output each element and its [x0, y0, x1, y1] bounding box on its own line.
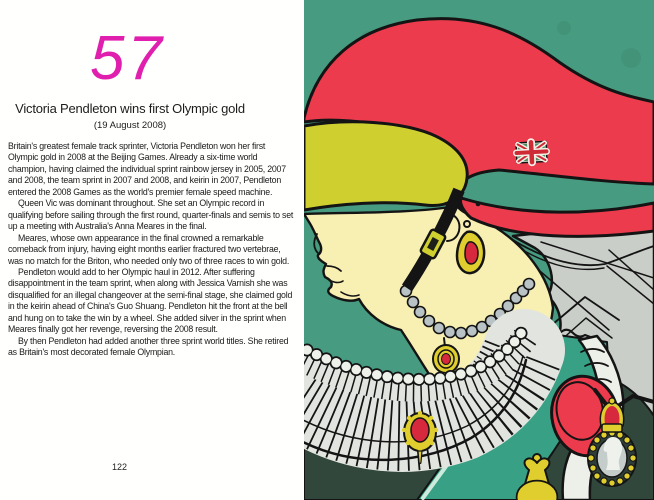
- helmet-vent-dot: [476, 202, 481, 207]
- article-body: [8, 141, 295, 359]
- entry-number: 57: [90, 24, 165, 93]
- union-jack-flag-icon: [516, 141, 547, 163]
- left-page: [0, 0, 304, 500]
- title-block: [0, 101, 260, 131]
- paragraph: By then Pendleton had added another three sprint world titles. She retired as Britain's most decorated female Olympian.: [8, 335, 289, 358]
- article-date: (19 August 2008): [93, 120, 167, 131]
- paragraph: Queen Vic was dominant throughout. She set an Olympic record in qualifying before sailing through the first round, quarter-finals and semis to set up a meeting with Australia's Anna Meares in the final.: [8, 198, 294, 232]
- illustration-queen-victoria-cyclist: [304, 0, 654, 500]
- paragraph: Britain's greatest female track sprinter, Victoria Pendleton won her first Olympic gold in 2008 at the Beijing Games. Already a six-time world champion, having claimed the individual sprint rainbow jersey in 2005, 2007 and 2008, the team sprint in 2007 and 2008, and keirin in 2007, Pendleton entered the 2008 Games as the world's premier female speed machine.: [8, 141, 286, 197]
- page-number: 122: [112, 462, 128, 472]
- paragraph: Pendleton would add to her Olympic haul in 2012. After suffering disappointment in the team sprint, when along with Jessica Varnish she was disqualified for an illegal changeover at the semi-final stage, she claimed gold in the keirin ahead of China's Guo Shuang. Pendleton hit the front at the bell and hung on to take the win by a wheel. She added silver in the sprint when Meares finally got her revenge, reversing the 2008 result.: [8, 266, 293, 335]
- right-page: [304, 0, 654, 500]
- article-title: Victoria Pendleton wins first Olympic gold: [15, 101, 245, 116]
- paragraph: Meares, whose own appearance in the final crowned a remarkable comeback from injury, having eight months earlier fractured two vertebrae, was no match for the Briton, who needed only two of three races to win gold.: [8, 232, 290, 266]
